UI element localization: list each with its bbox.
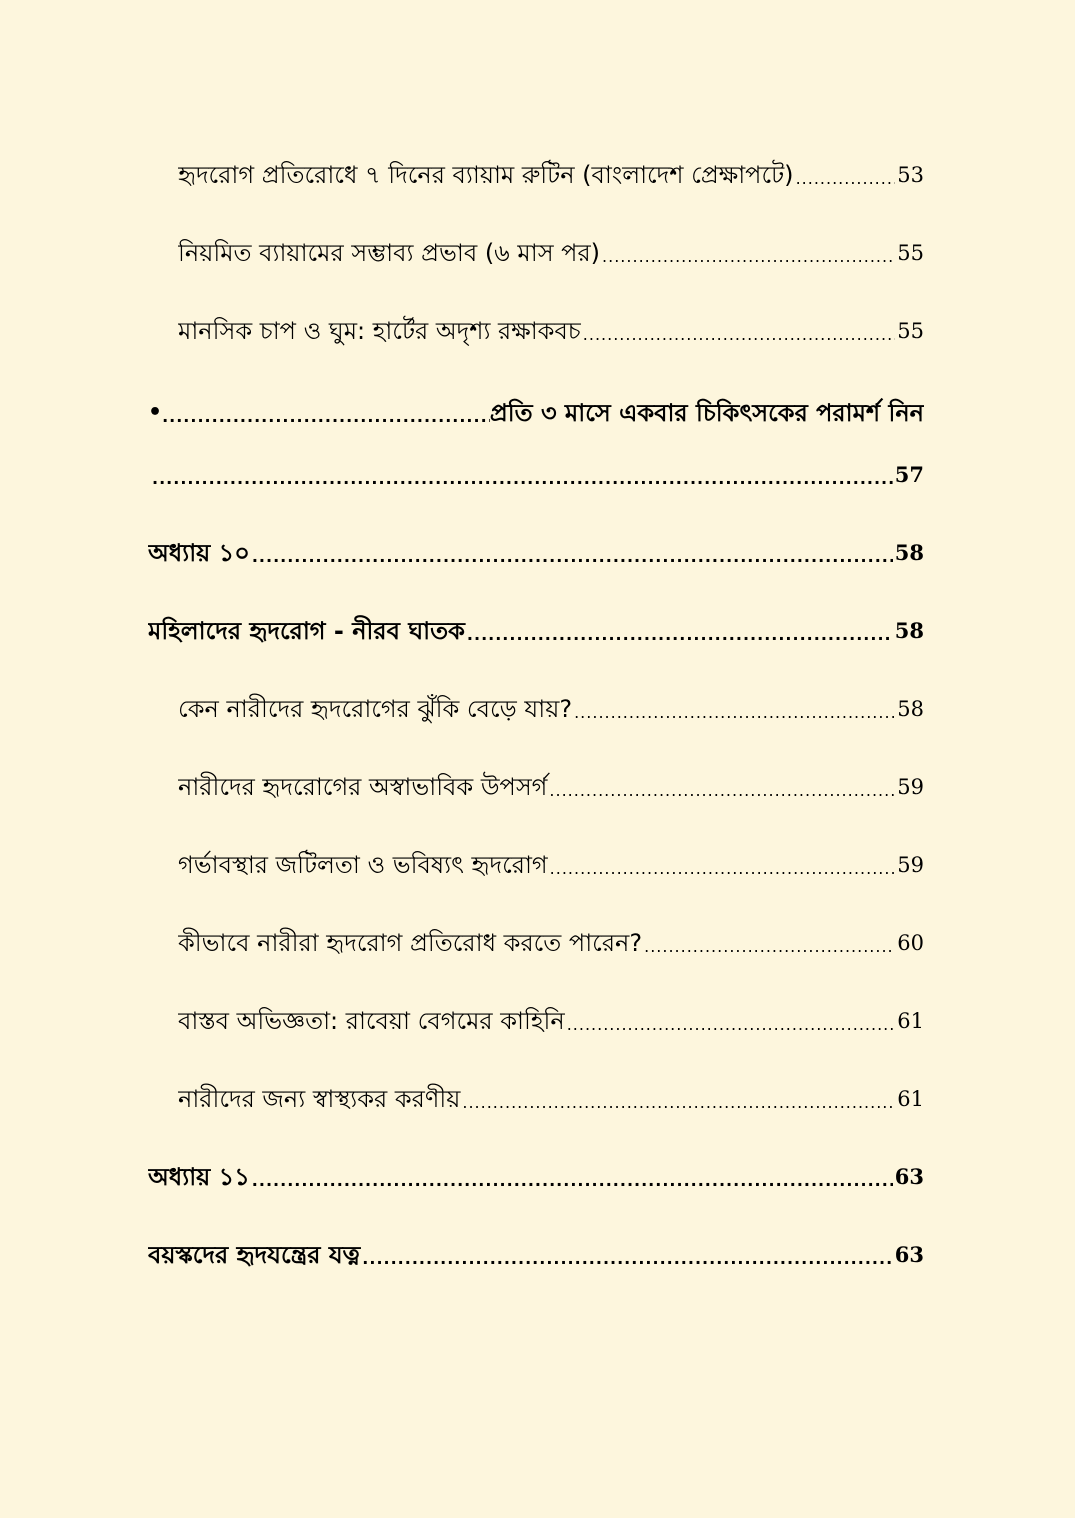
dot-leader — [152, 468, 895, 490]
toc-entry-title: নিয়মিত ব্যায়ামের সম্ভাব্য প্রভাব (৬ মাস পর) — [178, 239, 601, 267]
toc-entry-title: নারীদের জন্য স্বাস্থ্যকর করণীয় — [178, 1085, 461, 1113]
toc-entry-page: 63 — [894, 1242, 924, 1267]
dot-leader — [162, 406, 490, 428]
toc-entry-page: 58 — [897, 697, 924, 721]
dot-leader — [462, 1092, 895, 1114]
toc-entry-title: কেন নারীদের হৃদরোগের ঝুঁকি বেড়ে যায়? — [178, 695, 573, 723]
dot-leader — [362, 1248, 892, 1270]
bullet-icon: • — [148, 400, 163, 425]
toc-entry-bullet[interactable] — [148, 388, 924, 428]
toc-entry-page: 59 — [897, 775, 924, 799]
dot-leader — [252, 1170, 893, 1192]
toc-entry-title: অধ্যায় ১১ — [148, 1163, 250, 1191]
toc-entry-title: বয়স্কদের হৃদযন্ত্রের যত্ন — [148, 1241, 361, 1269]
toc-entry[interactable] — [178, 840, 924, 880]
toc-entry-page: 55 — [897, 319, 924, 343]
dot-leader — [796, 168, 896, 190]
toc-entry-page: 59 — [897, 853, 924, 877]
toc-entry[interactable] — [178, 150, 924, 190]
toc-entry[interactable] — [178, 306, 924, 346]
toc-chapter[interactable] — [148, 528, 924, 568]
toc-chapter-title[interactable] — [148, 1230, 924, 1270]
toc-entry[interactable] — [178, 684, 924, 724]
toc-entry[interactable] — [178, 1074, 924, 1114]
dot-leader — [567, 1014, 896, 1036]
dot-leader — [602, 246, 895, 268]
toc-entry[interactable] — [178, 996, 924, 1036]
dot-leader — [549, 780, 895, 802]
toc-entry-page: 63 — [894, 1164, 924, 1189]
toc-entry-title: মহিলাদের হৃদরোগ - নীরব ঘাতক — [148, 617, 465, 645]
toc-entry[interactable] — [178, 918, 924, 958]
toc-entry-continuation[interactable] — [152, 450, 924, 490]
toc-entry-title: কীভাবে নারীরা হৃদরোগ প্রতিরোধ করতে পারেন? — [178, 929, 643, 957]
toc-entry-title: বাস্তব অভিজ্ঞতা: রাবেয়া বেগমের কাহিনি — [178, 1007, 565, 1035]
toc-entry-title: প্রতি ৩ মাসে একবার চিকিৎসকের পরামর্শ নিন — [489, 399, 924, 427]
toc-chapter-title[interactable] — [148, 606, 924, 646]
dot-leader — [252, 546, 893, 568]
toc-chapter[interactable] — [148, 1152, 924, 1192]
toc-entry-page: 53 — [897, 163, 924, 187]
toc-entry-title: অধ্যায় ১০ — [148, 539, 250, 567]
dot-leader — [467, 624, 893, 646]
toc-entry-title: নারীদের হৃদরোগের অস্বাভাবিক উপসর্গ — [178, 773, 548, 801]
toc-entry-page: 61 — [897, 1087, 924, 1111]
toc-entry-page: 55 — [897, 241, 924, 265]
toc-entry[interactable] — [178, 228, 924, 268]
toc-entry-title: মানসিক চাপ ও ঘুম: হার্টের অদৃশ্য রক্ষাকবচ — [178, 317, 581, 345]
toc-entry-page: 61 — [897, 1009, 924, 1033]
toc-entry-page: 57 — [894, 462, 924, 487]
dot-leader — [583, 324, 896, 346]
toc-entry-page: 60 — [897, 931, 924, 955]
toc-entry[interactable] — [178, 762, 924, 802]
toc-entry-page: 58 — [894, 540, 924, 565]
toc-entry-page: 58 — [894, 618, 924, 643]
dot-leader — [550, 858, 896, 880]
dot-leader — [574, 702, 895, 724]
dot-leader — [644, 936, 895, 958]
toc-entry-title: হৃদরোগ প্রতিরোধে ৭ দিনের ব্যায়াম রুটিন (বাংলাদেশ প্রেক্ষাপটে) — [178, 161, 794, 189]
toc-entry-title: গর্ভাবস্থার জটিলতা ও ভবিষ্যৎ হৃদরোগ — [178, 851, 548, 879]
